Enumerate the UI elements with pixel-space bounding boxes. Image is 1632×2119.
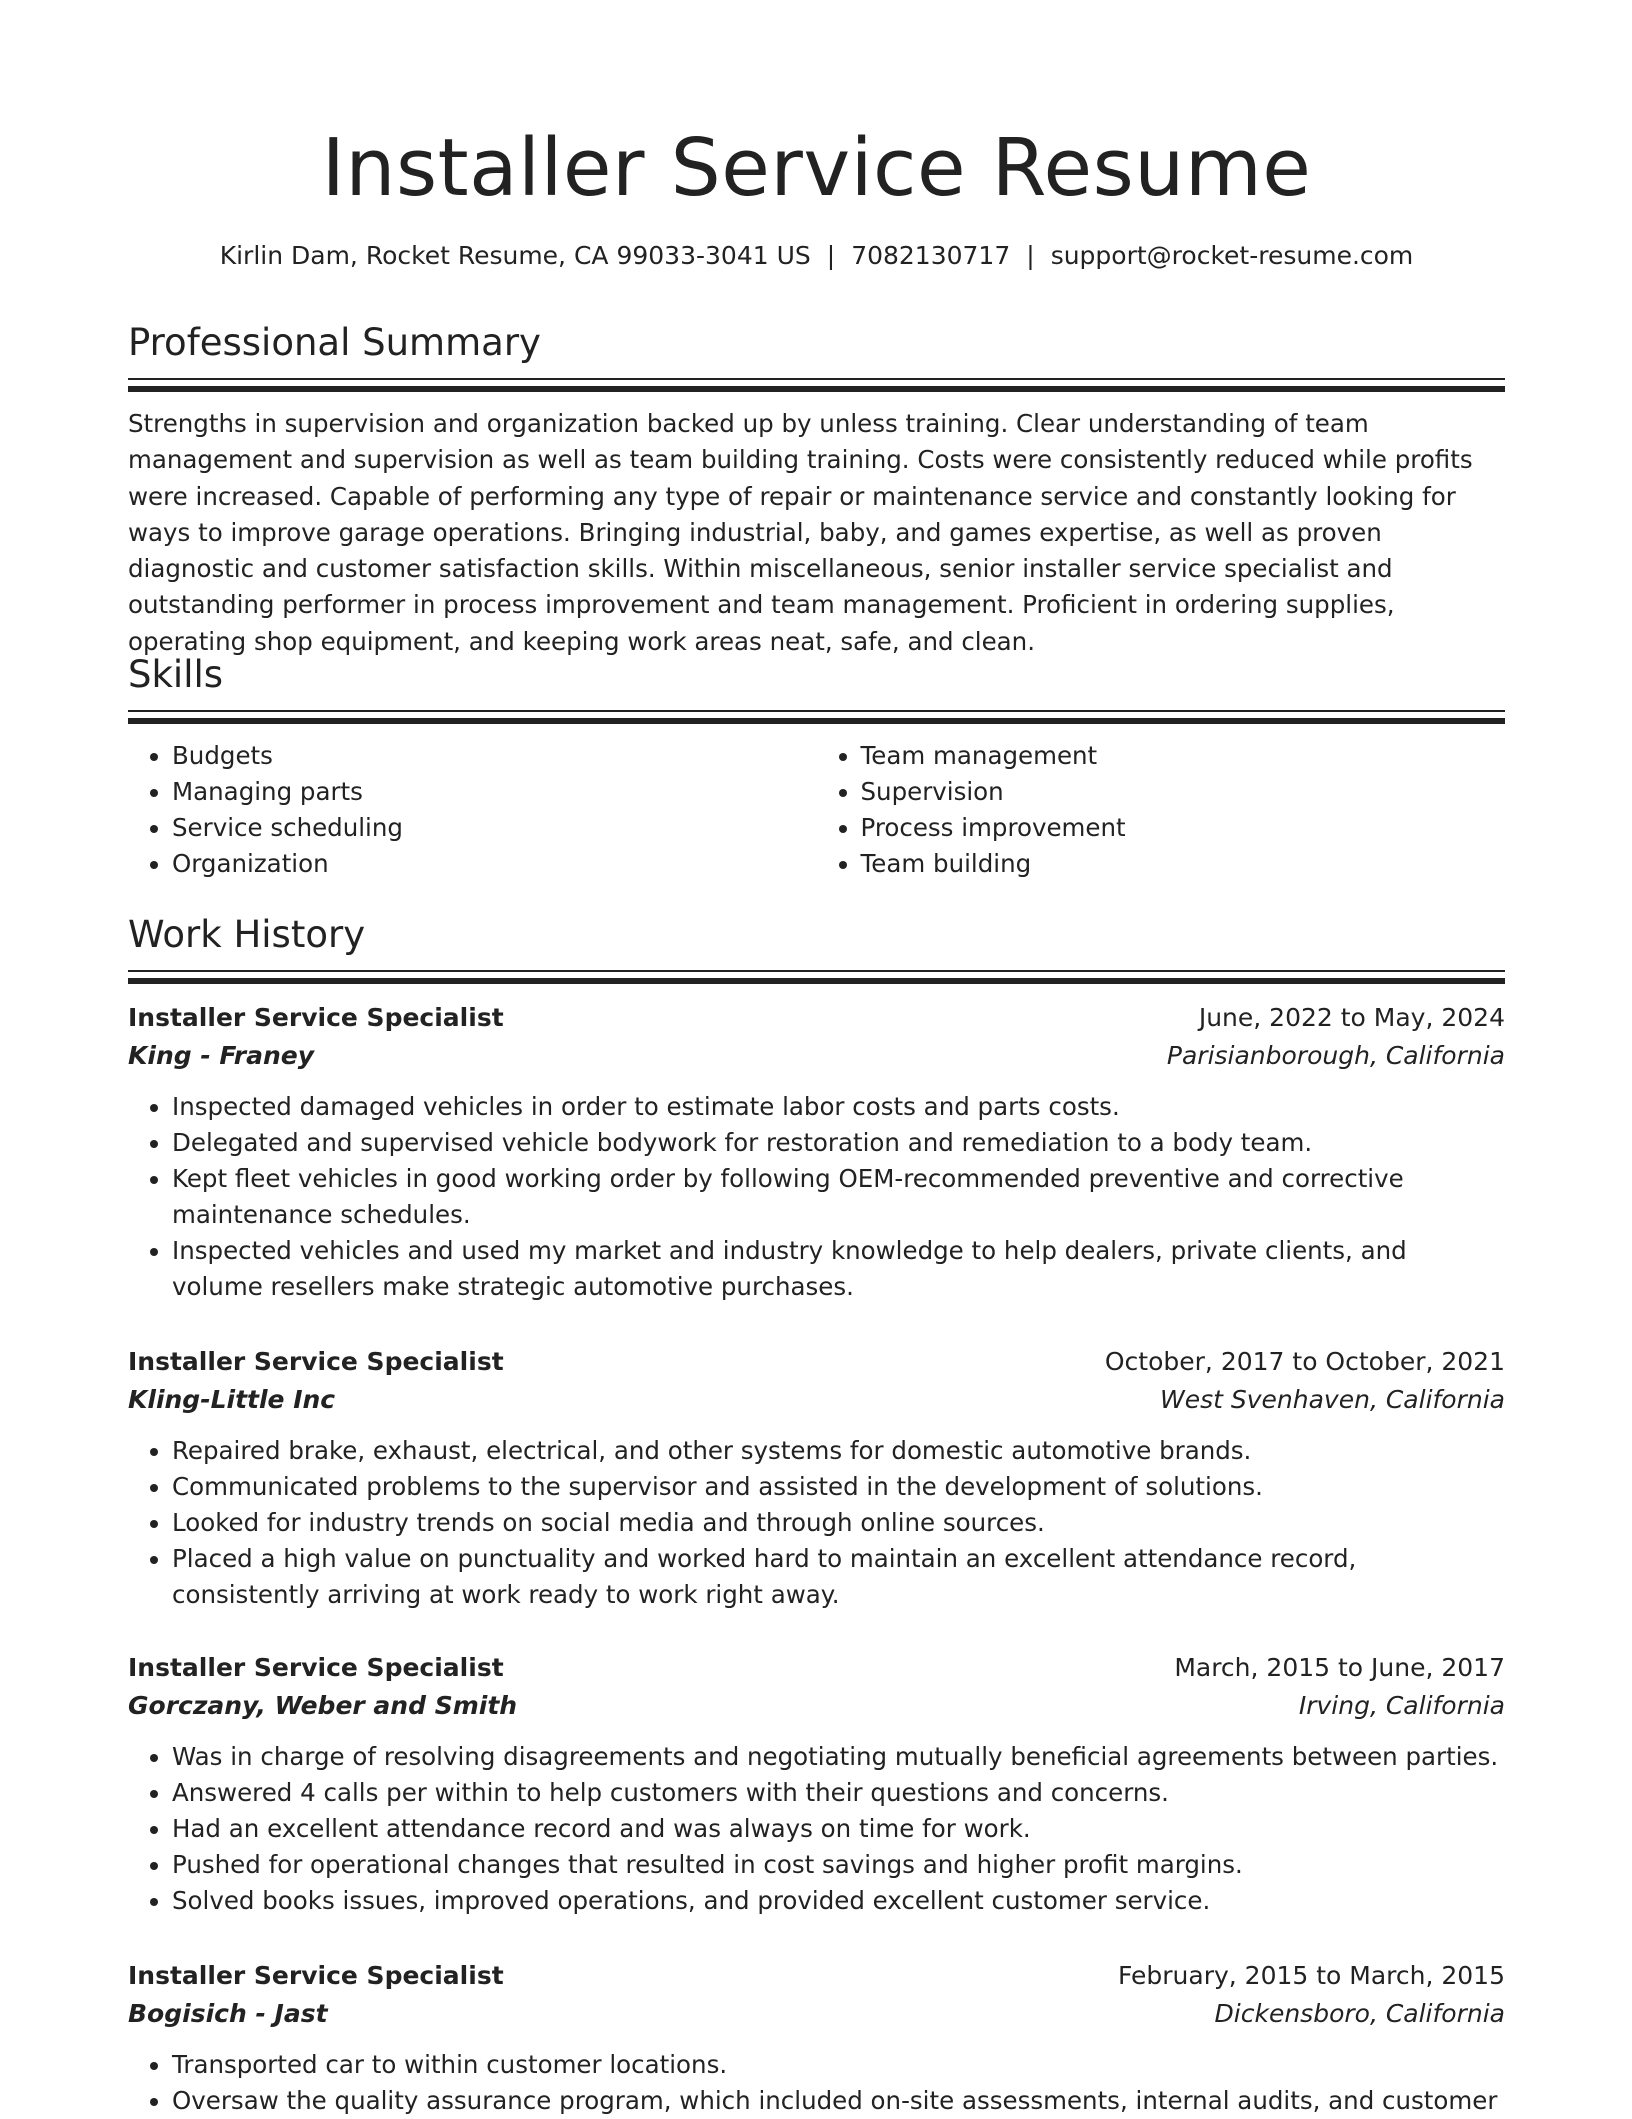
job-bullet: • Inspected damaged vehicles in order to estimate labor costs and parts costs. bbox=[172, 1089, 1505, 1125]
job-bullet: • Answered 4 calls per within to help customers with their questions and concerns. bbox=[172, 1775, 1505, 1811]
skills-heading: Skills bbox=[128, 653, 224, 696]
job-bullet: • Transported car to within customer locations. bbox=[172, 2047, 1505, 2083]
skill-item: • Service scheduling bbox=[172, 810, 817, 846]
job-dates: October, 2017 to October, 2021 bbox=[1104, 1347, 1505, 1376]
contact-address: Kirlin Dam, Rocket Resume, CA 99033-3041 US bbox=[219, 241, 811, 270]
skill-item: • Team building bbox=[861, 846, 1506, 882]
job-bullet: • Communicated problems to the supervisor and assisted in the development of solutions. bbox=[172, 1469, 1505, 1505]
work-section-header bbox=[128, 910, 1505, 984]
skill-item: • Organization bbox=[172, 846, 817, 882]
skills-column-left bbox=[128, 738, 817, 882]
job-bullet: • Placed a high value on punctuality and worked hard to maintain an excellent attendance record, consistently arriving at work ready to work right away. bbox=[172, 1541, 1505, 1613]
job-title: Installer Service Specialist bbox=[128, 1347, 504, 1376]
job-bullet: • Oversaw the quality assurance program, which included on-site assessments, internal audits, and customer bbox=[172, 2083, 1505, 2119]
job-bullet: • Solved books issues, improved operations, and provided excellent customer service. bbox=[172, 1883, 1505, 1919]
section-divider-thick bbox=[128, 718, 1505, 724]
section-divider-thin bbox=[128, 710, 1505, 712]
job-company: Gorczany, Weber and Smith bbox=[128, 1691, 518, 1720]
job-dates: February, 2015 to March, 2015 bbox=[1117, 1961, 1505, 1990]
contact-phone: 7082130717 bbox=[851, 241, 1011, 270]
job-bullet: • Kept fleet vehicles in good working order by following OEM-recommended preventive and corrective maintenance schedules. bbox=[172, 1161, 1505, 1233]
section-divider-thick bbox=[128, 978, 1505, 984]
job-header-row bbox=[128, 1957, 1505, 1995]
job-entry bbox=[128, 1957, 1505, 2119]
skill-item: • Supervision bbox=[861, 774, 1506, 810]
job-dates: June, 2022 to May, 2024 bbox=[1198, 1003, 1505, 1032]
job-company: Bogisich - Jast bbox=[128, 1999, 328, 2028]
job-bullet: • Was in charge of resolving disagreements and negotiating mutually beneficial agreements between parties. bbox=[172, 1739, 1505, 1775]
job-company-row bbox=[128, 1995, 1505, 2033]
job-header-row bbox=[128, 1343, 1505, 1381]
contact-separator: | bbox=[1026, 241, 1035, 270]
job-header-row bbox=[128, 999, 1505, 1037]
job-location: Irving, California bbox=[1298, 1691, 1505, 1720]
summary-heading: Professional Summary bbox=[128, 321, 541, 364]
job-company-row bbox=[128, 1037, 1505, 1075]
job-company: Kling-Little Inc bbox=[128, 1385, 336, 1414]
job-entry bbox=[128, 1649, 1505, 1919]
summary-text: Strengths in supervision and organization backed up by unless training. Clear understanding of team management and supervision as well as team building training. Costs were consistently reduced while profits were increased. Capable of performing any type of repair or maintenance service and constantly looking for ways to improve garage operations. Bringing industrial, baby, and games expertise, as well as proven diagnostic and customer satisfaction skills. Within miscellaneous, senior installer service specialist and outstanding performer in process improvement and team management. Proficient in ordering supplies, operating shop equipment, and keeping work areas neat, safe, and clean. bbox=[128, 409, 1473, 656]
job-company: King - Franey bbox=[128, 1041, 314, 1070]
job-title: Installer Service Specialist bbox=[128, 1003, 504, 1032]
skills-section-header bbox=[128, 650, 1505, 724]
job-bullet: • Delegated and supervised vehicle bodywork for restoration and remediation to a body team. bbox=[172, 1125, 1505, 1161]
job-bullets bbox=[128, 1433, 1505, 1613]
job-header-row bbox=[128, 1649, 1505, 1687]
job-title: Installer Service Specialist bbox=[128, 1653, 504, 1682]
skill-item: • Managing parts bbox=[172, 774, 817, 810]
job-bullet: • Pushed for operational changes that resulted in cost savings and higher profit margins. bbox=[172, 1847, 1505, 1883]
skills-column-right bbox=[817, 738, 1506, 882]
section-divider-thick bbox=[128, 386, 1505, 392]
job-location: Parisianborough, California bbox=[1166, 1041, 1505, 1070]
skill-item: • Budgets bbox=[172, 738, 817, 774]
job-location: West Svenhaven, California bbox=[1160, 1385, 1505, 1414]
work-heading: Work History bbox=[128, 913, 366, 956]
section-divider-thin bbox=[128, 970, 1505, 972]
contact-separator: | bbox=[826, 241, 836, 270]
job-bullets bbox=[128, 1089, 1505, 1305]
skill-item: • Process improvement bbox=[861, 810, 1506, 846]
job-bullet: • Inspected vehicles and used my market and industry knowledge to help dealers, private clients, and volume resellers make strategic automotive purchases. bbox=[172, 1233, 1505, 1305]
resume-title: Installer Service Resume bbox=[321, 122, 1312, 214]
job-dates: March, 2015 to June, 2017 bbox=[1174, 1653, 1505, 1682]
section-divider-thin bbox=[128, 378, 1505, 380]
summary-section-header bbox=[128, 318, 1505, 392]
job-title: Installer Service Specialist bbox=[128, 1961, 504, 1990]
job-company-row bbox=[128, 1687, 1505, 1725]
job-bullets bbox=[128, 2047, 1505, 2119]
job-entry bbox=[128, 999, 1505, 1305]
contact-email: support@rocket-resume.com bbox=[1050, 241, 1414, 270]
contact-line bbox=[128, 236, 1505, 276]
job-bullet: • Repaired brake, exhaust, electrical, and other systems for domestic automotive brands. bbox=[172, 1433, 1505, 1469]
job-company-row bbox=[128, 1381, 1505, 1419]
job-bullet: • Had an excellent attendance record and was always on time for work. bbox=[172, 1811, 1505, 1847]
job-bullet: • Looked for industry trends on social media and through online sources. bbox=[172, 1505, 1505, 1541]
skills-list bbox=[128, 738, 1505, 882]
skill-item: • Team management bbox=[861, 738, 1506, 774]
job-location: Dickensboro, California bbox=[1214, 1999, 1505, 2028]
job-bullets bbox=[128, 1739, 1505, 1919]
job-entry bbox=[128, 1343, 1505, 1613]
